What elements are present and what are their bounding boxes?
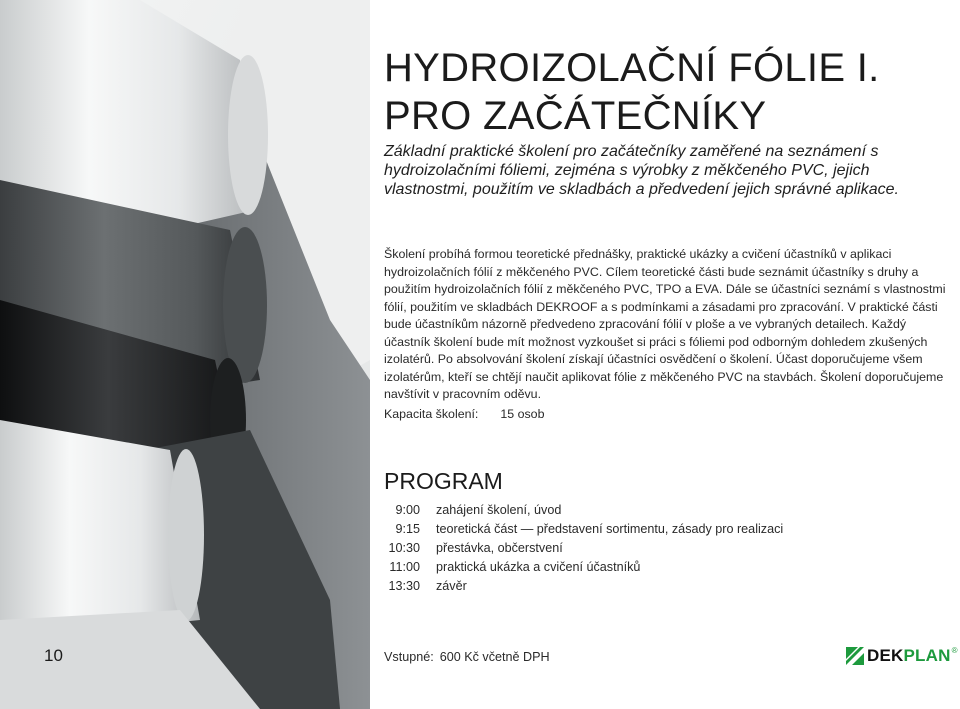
- schedule-row: [384, 538, 783, 557]
- schedule-text: přestávka, občerstvení: [436, 540, 563, 555]
- capacity-value: 15 osob: [500, 407, 545, 421]
- logo-wordmark: [867, 647, 951, 665]
- dekplan-logo-mark-icon: [846, 647, 864, 665]
- schedule-row: [384, 519, 783, 538]
- schedule-time: 10:30: [388, 540, 420, 555]
- program-heading: PROGRAM: [384, 468, 503, 494]
- schedule-time: 13:30: [388, 578, 420, 593]
- schedule-text: zahájení školení, úvod: [436, 502, 562, 517]
- schedule-time: 9:00: [395, 502, 420, 517]
- schedule-text: závěr: [436, 578, 467, 593]
- capacity-label: Kapacita školení:: [384, 407, 479, 421]
- schedule-time: 11:00: [389, 559, 420, 574]
- page-number: 10: [44, 646, 63, 665]
- lead-paragraph: Základní praktické školení pro začátečníky zaměřené na seznámení s hydroizolačními fóliemi, zejména s výrobky z měkčeného PVC, jejich vlastnostmi, použitím ve skladbách a předvedení jejich správné aplikace.: [384, 143, 899, 198]
- membrane-rolls-photo: [0, 0, 370, 709]
- page-title-line-2: PRO ZAČÁTEČNÍKY: [384, 94, 767, 138]
- page-title-line-1: HYDROIZOLAČNÍ FÓLIE I.: [384, 46, 880, 90]
- schedule-row: [384, 576, 783, 595]
- schedule-text: teoretická část — představení sortimentu, zásady pro realizaci: [436, 521, 784, 536]
- schedule-time: 9:15: [395, 521, 420, 536]
- price-line: [384, 650, 550, 664]
- price-value: 600 Kč včetně DPH: [439, 650, 550, 664]
- price-label: Vstupné:: [384, 650, 434, 664]
- description-paragraph: Školení probíhá formou teoretické přednášky, praktické ukázky a cvičení účastníků v aplikaci hydroizolačních fólií z měkčeného PVC. Cílem teoretické části bude seznámit účastníky s druhy a použitím hydroizolačních fólií z měkčeného PVC, TPO a EVA. Dále se účastníci seznámí s vlastnostmi fólií, použitím ve skladbách DEKROOF a s podmínkami a zásadami pro zpracování. V praktické části bude účastníkům názorně předvedeno zpracování fólií v ploše a ve vybraných detailech. Každý účastník školení bude mít možnost vyzkoušet si práci s fóliemi pod odborným dohledem zkušených izolatérů. Po absolvování školení získají účastníci osvědčení o školení. Účast doporučujeme všem izolatérům, kteří se chtějí naučit aplikovat fólie z měkčeného PVC na stavbách. Školení doporučujeme navštívit v pracovním oděvu.: [384, 247, 946, 401]
- capacity-line: [384, 407, 544, 421]
- logo-dek: DEK: [867, 646, 904, 665]
- schedule-row: [384, 557, 783, 576]
- dekplan-logo: [846, 646, 957, 666]
- schedule-text: praktická ukázka a cvičení účastníků: [436, 559, 641, 574]
- logo-plan: PLAN: [903, 646, 951, 665]
- schedule-row: [384, 500, 783, 519]
- logo-registered-mark: ®: [951, 646, 958, 655]
- program-schedule: [384, 500, 783, 595]
- page-title: [384, 44, 880, 140]
